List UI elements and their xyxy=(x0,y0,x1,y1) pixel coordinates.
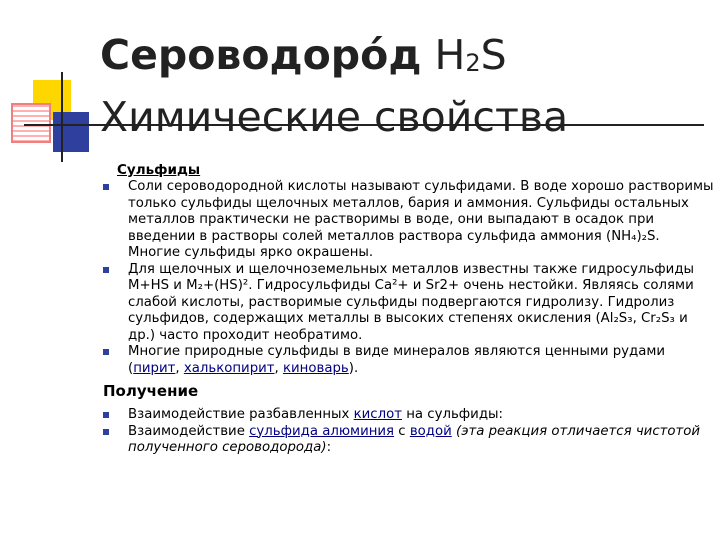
slide-title xyxy=(100,28,568,144)
list-item xyxy=(103,179,715,262)
bullet-icon xyxy=(103,349,109,355)
link-aluminium-sulfide[interactable]: сульфида алюминия xyxy=(249,423,395,439)
sulfides-heading: Сульфиды xyxy=(117,162,201,178)
title-subtitle: Химические свойства xyxy=(100,93,569,141)
list-item xyxy=(103,407,715,424)
list-item-text: Для щелочных и щелочноземельных металлов известны также гидросульфиды M+HS и M₂+(HS)². Гидросульфиды Ca²+ и Sr2+ очень нестойки. Являясь солями слабой кислоты, растворимые сульфиды подвергаются гидролизу. Гидролиз сульфидов, содержащих металлы в высоких степенях окисления (Al₂S₃, Cr₂S₃ и др.) часто проходит необратимо. xyxy=(128,261,695,343)
list-item-text-end: : xyxy=(326,440,332,455)
separator: , xyxy=(274,360,283,376)
list-item xyxy=(103,262,715,345)
list-item xyxy=(103,344,715,377)
bullet-icon xyxy=(103,412,109,418)
list-item-note: (эта реакция отличается чистотой полученного сероводорода) xyxy=(128,423,701,455)
list-item xyxy=(103,424,715,457)
formula-h: H xyxy=(434,31,466,79)
separator: , xyxy=(175,360,184,376)
decor-vertical-line xyxy=(61,72,63,162)
list-item-text-end: ). xyxy=(348,360,359,376)
list-item-text-mid: с xyxy=(394,423,410,439)
link-cinnabar[interactable]: киноварь xyxy=(283,360,349,376)
formula-sub: 2 xyxy=(465,49,481,77)
slide-content xyxy=(103,162,715,457)
bullet-icon xyxy=(103,267,109,273)
preparation-list xyxy=(103,407,715,457)
list-item-text-end: на сульфиды: xyxy=(402,407,503,422)
title-formula xyxy=(434,31,506,79)
list-item-text: Взаимодействие разбавленных xyxy=(128,407,354,422)
link-chalcopyrite[interactable]: халькопирит xyxy=(183,360,275,376)
formula-s: S xyxy=(480,31,507,79)
title-name: Сероводоро́д xyxy=(100,31,422,79)
list-item-text: Взаимодействие xyxy=(128,423,250,439)
link-pyrite[interactable]: пирит xyxy=(133,360,176,376)
sulfides-list xyxy=(103,179,715,377)
decor-blue-square xyxy=(53,112,89,152)
decor-red-square xyxy=(11,103,51,143)
list-item-text: Многие природные сульфиды в виде минералов являются ценными рудами ( xyxy=(128,344,666,376)
bullet-icon xyxy=(103,184,109,190)
link-acids[interactable]: кислот xyxy=(353,407,402,422)
link-water[interactable]: водой xyxy=(409,423,452,439)
preparation-heading: Получение xyxy=(103,382,199,400)
list-item-text: Соли сероводородной кислоты называют сульфидами. В воде хорошо растворимы только сульфиды щелочных металлов, бария и аммония. Сульфиды остальных металлов практически не растворимы в воде, они выпадают в осадок при введении в растворы солей металлов раствора сульфида аммония (NH₄)₂S. Многие сульфиды ярко окрашены. xyxy=(128,179,714,260)
bullet-icon xyxy=(103,429,109,435)
